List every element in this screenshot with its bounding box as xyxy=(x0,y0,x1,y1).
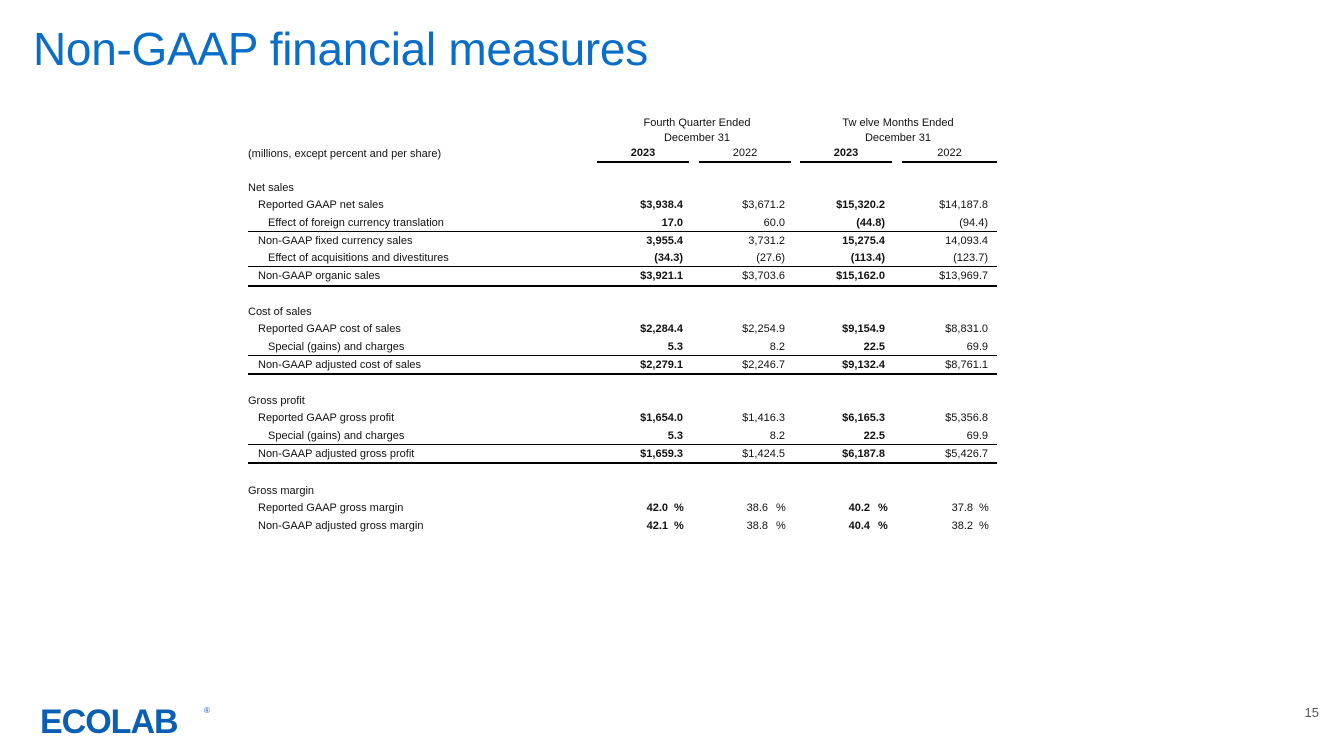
row-label: Non-GAAP organic sales xyxy=(258,270,381,282)
column-header-q4-2023: 2023 xyxy=(597,146,689,163)
section-heading: Gross profit xyxy=(248,395,305,407)
logo-wordmark: ECOLAB xyxy=(40,703,178,738)
cell-value: $2,284.4 xyxy=(640,323,683,335)
row-label: Reported GAAP gross margin xyxy=(258,502,404,514)
percent-sign: % xyxy=(674,502,684,514)
cell-value: 38.6 xyxy=(746,502,768,514)
cell-value: 42.0 xyxy=(646,502,668,514)
column-header-q4-2022: 2022 xyxy=(699,146,791,163)
row-label: Reported GAAP gross profit xyxy=(258,412,395,424)
cell-value: $15,320.2 xyxy=(836,199,885,211)
cell-value: 37.8 xyxy=(951,502,973,514)
cell-value: $1,424.5 xyxy=(742,448,785,460)
divider xyxy=(248,266,997,267)
cell-value: $3,703.6 xyxy=(742,270,785,282)
row-label: Effect of acquisitions and divestitures xyxy=(268,252,449,264)
cell-value: 8.2 xyxy=(769,341,785,353)
cell-value: $2,279.1 xyxy=(640,359,683,371)
cell-value: (94.4) xyxy=(959,217,988,229)
row-label: Effect of foreign currency translation xyxy=(268,217,444,229)
row-label: Non-GAAP adjusted cost of sales xyxy=(258,359,422,371)
section-heading: Gross margin xyxy=(248,485,315,497)
cell-value: 40.2 xyxy=(848,502,870,514)
cell-value: $9,154.9 xyxy=(842,323,885,335)
cell-value: $3,938.4 xyxy=(640,199,683,211)
row-label: Non-GAAP fixed currency sales xyxy=(258,235,413,247)
cell-value: 69.9 xyxy=(966,430,988,442)
percent-sign: % xyxy=(979,520,989,532)
percent-sign: % xyxy=(878,520,888,532)
ecolab-logo xyxy=(40,702,215,738)
cell-value: $2,246.7 xyxy=(742,359,785,371)
cell-value: $9,132.4 xyxy=(842,359,885,371)
section-heading: Net sales xyxy=(248,182,294,194)
cell-value: (113.4) xyxy=(850,252,885,264)
cell-value: $1,654.0 xyxy=(640,412,683,424)
cell-value: 3,955.4 xyxy=(646,235,683,247)
percent-sign: % xyxy=(776,520,786,532)
header-group-line: December 31 xyxy=(663,132,731,144)
cell-value: 3,731.2 xyxy=(748,235,785,247)
cell-value: $6,165.3 xyxy=(842,412,885,424)
page-title: Non-GAAP financial measures xyxy=(33,23,648,75)
column-header-fy-2023: 2023 xyxy=(800,146,892,163)
cell-value: $1,416.3 xyxy=(742,412,785,424)
cell-value: 5.3 xyxy=(667,430,683,442)
cell-value: $14,187.8 xyxy=(939,199,988,211)
svg-text:®: ® xyxy=(204,706,210,715)
row-label: Reported GAAP cost of sales xyxy=(258,323,401,335)
page-number: 15 xyxy=(1304,705,1319,720)
header-group-line: December 31 xyxy=(864,132,932,144)
total-underline xyxy=(248,462,997,464)
header-group-line: Tw elve Months Ended xyxy=(842,117,954,129)
divider xyxy=(248,355,997,356)
cell-value: 5.3 xyxy=(667,341,683,353)
percent-sign: % xyxy=(674,520,684,532)
cell-value: 17.0 xyxy=(661,217,683,229)
divider xyxy=(248,444,997,445)
cell-value: $2,254.9 xyxy=(742,323,785,335)
percent-sign: % xyxy=(979,502,989,514)
cell-value: 60.0 xyxy=(763,217,785,229)
row-label: Special (gains) and charges xyxy=(268,430,405,442)
cell-value: (123.7) xyxy=(953,252,988,264)
header-group-line: Fourth Quarter Ended xyxy=(643,117,751,129)
cell-value: $3,921.1 xyxy=(640,270,683,282)
units-label: (millions, except percent and per share) xyxy=(248,148,442,160)
cell-value: 8.2 xyxy=(769,430,785,442)
section-heading: Cost of sales xyxy=(248,306,312,318)
total-underline xyxy=(248,373,997,375)
row-label: Reported GAAP net sales xyxy=(258,199,384,211)
cell-value: $8,761.1 xyxy=(945,359,988,371)
header-fourth-quarter xyxy=(597,116,797,146)
cell-value: 40.4 xyxy=(848,520,870,532)
cell-value: $6,187.8 xyxy=(842,448,885,460)
cell-value: 69.9 xyxy=(966,341,988,353)
header-twelve-months xyxy=(798,116,998,146)
divider xyxy=(248,231,997,232)
cell-value: (34.3) xyxy=(654,252,683,264)
row-label: Non-GAAP adjusted gross margin xyxy=(258,520,424,532)
cell-value: $5,356.8 xyxy=(945,412,988,424)
cell-value: 42.1 xyxy=(646,520,668,532)
cell-value: $5,426.7 xyxy=(945,448,988,460)
cell-value: 15,275.4 xyxy=(842,235,885,247)
cell-value: $8,831.0 xyxy=(945,323,988,335)
cell-value: $1,659.3 xyxy=(640,448,683,460)
cell-value: $13,969.7 xyxy=(939,270,988,282)
cell-value: 38.8 xyxy=(746,520,768,532)
total-underline xyxy=(248,285,997,287)
column-header-fy-2022: 2022 xyxy=(902,146,997,163)
percent-sign: % xyxy=(878,502,888,514)
cell-value: $3,671.2 xyxy=(742,199,785,211)
cell-value: (44.8) xyxy=(856,217,885,229)
row-label: Special (gains) and charges xyxy=(268,341,405,353)
cell-value: 38.2 xyxy=(951,520,973,532)
row-label: Non-GAAP adjusted gross profit xyxy=(258,448,415,460)
cell-value: 14,093.4 xyxy=(945,235,988,247)
cell-value: $15,162.0 xyxy=(836,270,885,282)
percent-sign: % xyxy=(776,502,786,514)
cell-value: 22.5 xyxy=(863,341,885,353)
cell-value: 22.5 xyxy=(863,430,885,442)
cell-value: (27.6) xyxy=(756,252,785,264)
